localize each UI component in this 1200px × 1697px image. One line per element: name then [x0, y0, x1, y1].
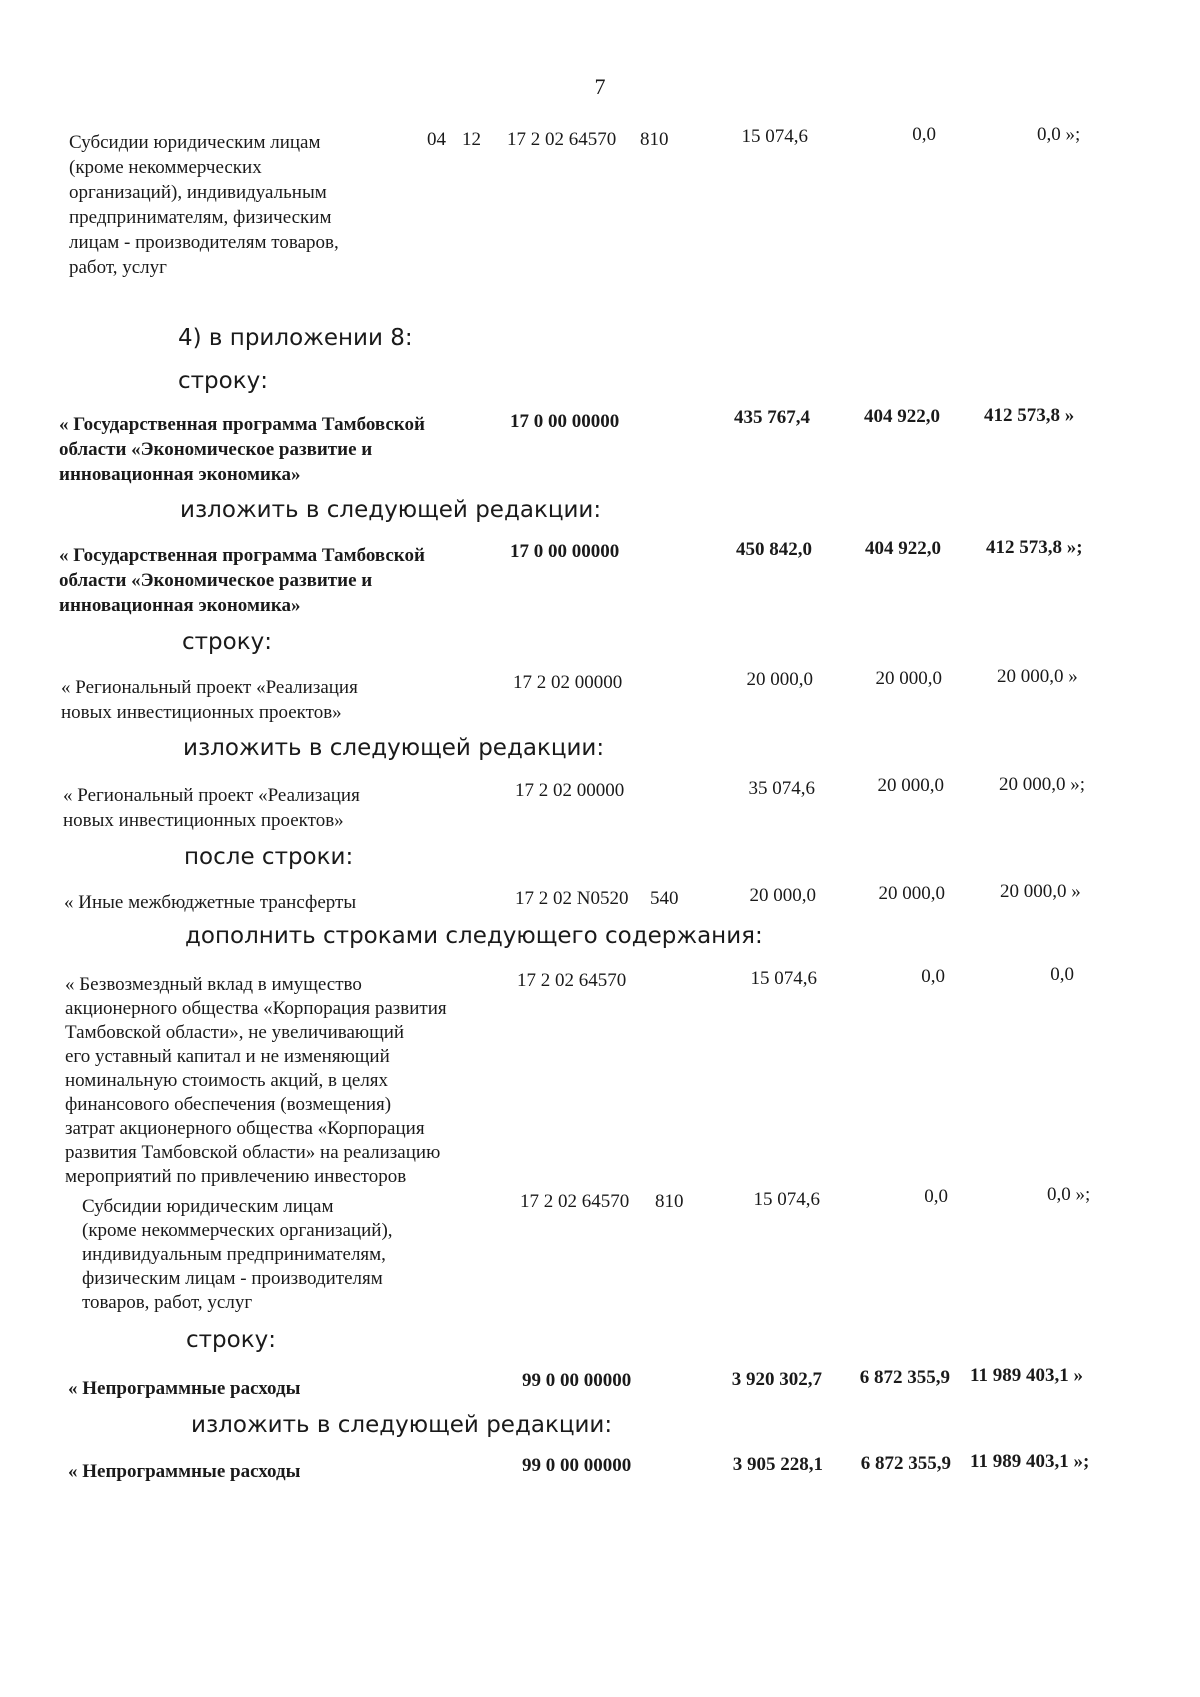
row-value-year1: 435 767,4: [734, 407, 810, 428]
row-csr-code: 17 2 02 00000: [515, 780, 625, 801]
row-value-year1: 20 000,0: [749, 885, 816, 906]
row-value-year2: 6 872 355,9: [860, 1453, 951, 1474]
row-description: « Государственная программа Тамбовской области «Экономическое развитие и инновационная экономика»: [59, 545, 425, 616]
row-value-year3: 0,0 »;: [1037, 124, 1081, 145]
instruction-appendix-8: 4) в приложении 8:: [178, 325, 413, 351]
row-description: « Непрограммные расходы: [68, 1461, 301, 1482]
row-csr-code: 17 0 00 00000: [510, 411, 620, 432]
row-value-year2: 0,0: [912, 124, 936, 145]
row-vr-code: 540: [650, 888, 679, 909]
row-value-year1: 15 074,6: [750, 968, 817, 989]
row-csr-code: 17 2 02 64570: [520, 1191, 630, 1212]
row-value-year3: 412 573,8 »: [984, 405, 1075, 426]
row-csr-code: 17 2 02 64570: [517, 970, 627, 991]
row-description: « Региональный проект «Реализация новых инвестиционных проектов»: [63, 785, 360, 831]
row-description: « Региональный проект «Реализация новых инвестиционных проектов»: [61, 677, 358, 723]
row-rz-code: 04: [427, 129, 446, 150]
row-csr-code: 99 0 00 00000: [522, 1370, 632, 1391]
instruction-line: изложить в следующей редакции:: [183, 735, 605, 761]
row-value-year2: 0,0: [921, 966, 945, 987]
row-value-year3: 412 573,8 »;: [986, 537, 1083, 558]
row-value-year2: 6 872 355,9: [859, 1367, 950, 1388]
row-value-year2: 20 000,0: [875, 668, 942, 689]
row-csr-code: 99 0 00 00000: [522, 1455, 632, 1476]
row-vr-code: 810: [640, 129, 669, 150]
row-csr-code: 17 2 02 64570: [507, 129, 617, 150]
row-value-year1: 35 074,6: [748, 778, 815, 799]
row-value-year2: 20 000,0: [878, 883, 945, 904]
instruction-line: строку:: [178, 368, 268, 394]
row-csr-code: 17 0 00 00000: [510, 541, 620, 562]
row-csr-code: 17 2 02 N0520: [515, 888, 629, 909]
row-description: « Иные межбюджетные трансферты: [64, 892, 357, 913]
page-number: 7: [594, 74, 606, 99]
row-csr-code: 17 2 02 00000: [513, 672, 623, 693]
instruction-line: строку:: [186, 1327, 276, 1353]
row-value-year1: 3 920 302,7: [731, 1369, 822, 1390]
row-value-year2: 20 000,0: [877, 775, 944, 796]
row-value-year3: 11 989 403,1 »;: [970, 1451, 1090, 1472]
row-value-year2: 0,0: [924, 1186, 948, 1207]
instruction-line: строку:: [182, 629, 272, 655]
row-value-year3: 11 989 403,1 »: [970, 1365, 1083, 1386]
instruction-line: дополнить строками следующего содержания:: [185, 923, 763, 949]
row-value-year1: 15 074,6: [741, 126, 808, 147]
row-value-year2: 404 922,0: [865, 538, 941, 559]
row-value-year1: 20 000,0: [746, 669, 813, 690]
row-value-year3: 0,0: [1050, 964, 1074, 985]
row-description: « Государственная программа Тамбовской области «Экономическое развитие и инновационная экономика»: [59, 414, 425, 485]
instruction-line: изложить в следующей редакции:: [191, 1412, 613, 1438]
row-value-year2: 404 922,0: [864, 406, 940, 427]
row-description: Субсидии юридическим лицам (кроме некоммерческих организаций), индивидуальным предпринимателям, физическим лицам - производителям товаров, работ, услуг: [82, 1196, 393, 1313]
row-description: « Непрограммные расходы: [68, 1378, 301, 1399]
row-value-year3: 20 000,0 »;: [999, 774, 1086, 795]
row-value-year1: 450 842,0: [736, 539, 812, 560]
row-description: « Безвозмездный вклад в имущество акционерного общества «Корпорация развития Тамбовской области», не увеличивающий его уставный капитал и не изменяющий номинальную стоимость акций, в целях финансового обеспечения (возмещения) затрат акционерного общества «Корпорация развития Тамбовской области» на реализацию мероприятий по привлечению инвесторов: [65, 974, 447, 1187]
row-description: Субсидии юридическим лицам (кроме некоммерческих организаций), индивидуальным предпринимателям, физическим лицам - производителям товаров, работ, услуг: [69, 132, 339, 278]
instruction-line: изложить в следующей редакции:: [180, 497, 602, 523]
row-value-year1: 3 905 228,1: [732, 1454, 823, 1475]
row-value-year3: 0,0 »;: [1047, 1184, 1091, 1205]
row-value-year1: 15 074,6: [753, 1189, 820, 1210]
row-value-year3: 20 000,0 »: [1000, 881, 1081, 902]
row-vr-code: 810: [655, 1191, 684, 1212]
instruction-line: после строки:: [184, 844, 354, 870]
row-value-year3: 20 000,0 »: [997, 666, 1078, 687]
row-pr-code: 12: [462, 129, 481, 150]
